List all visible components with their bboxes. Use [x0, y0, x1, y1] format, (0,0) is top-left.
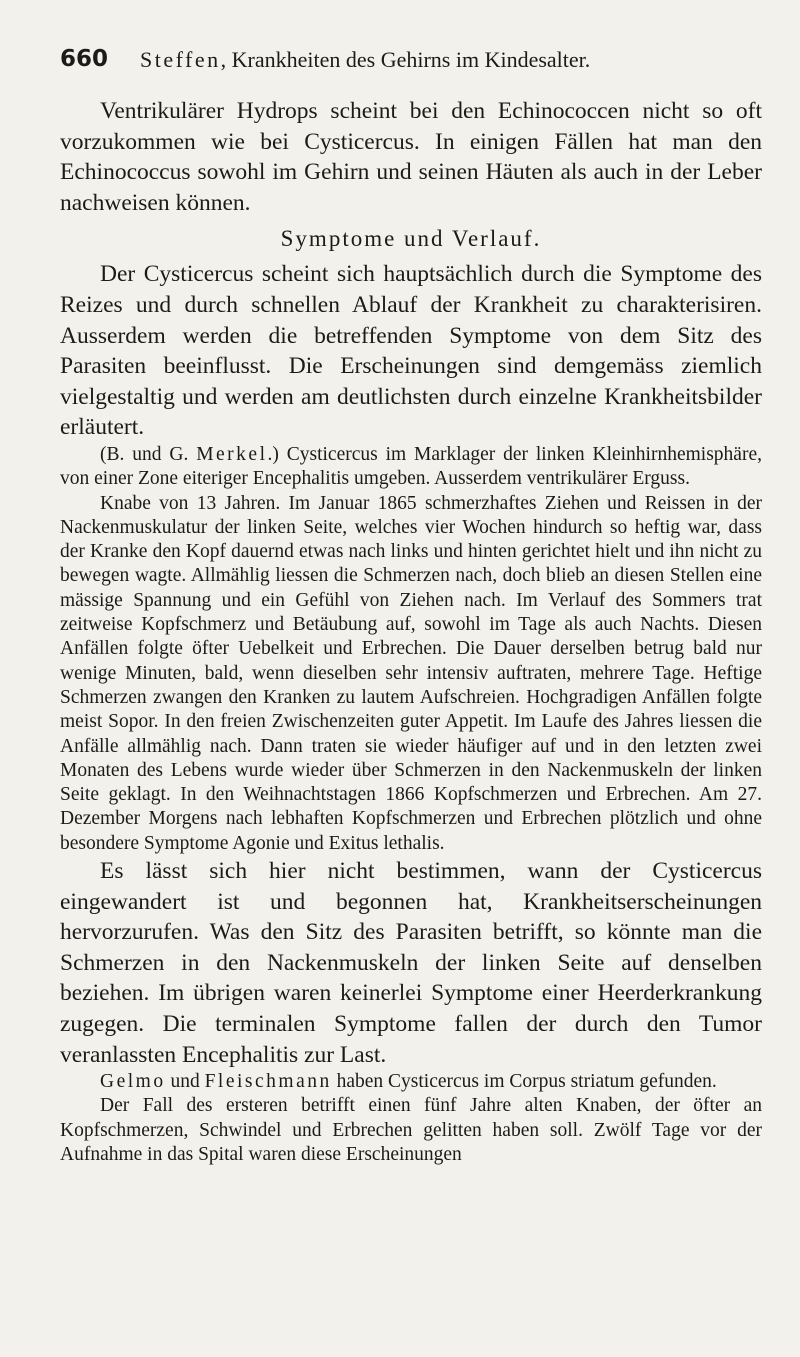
case-title-description: .) Cysticercus im Marklager der linken Kleinhirnhemisphäre, von einer Zone eiteriger Encephalitis umgeben. Ausserdem ventrikulärer Erguss. — [60, 443, 762, 490]
paragraph-discussion: Es lässt sich hier nicht bestimmen, wann der Cysticercus eingewandert ist und begonnen hat, Krankheitserscheinungen hervorzurufen. Was den Sitz des Parasiten betrifft, so könnte man die Schmerzen in den Nackenmuskeln der linken Seite auf denselben beziehen. Im übrigen waren keinerlei Symptome einer Heerderkrankung zugegen. Die terminalen Symptome fallen der durch den Tumor veranlassten Encephalitis zur Last. — [60, 857, 762, 1068]
running-header — [0, 46, 800, 80]
case-title-prefix: (B. und G. — [100, 443, 197, 465]
paragraph-symptoms-intro: Der Cysticercus scheint sich hauptsächlich durch die Symptome des Reizes und durch schnellen Ablauf der Krankheit zu charakterisiren. Ausserdem werden die betreffenden Symptome von dem Sitz des Parasiten beeinflusst. Die Erscheinungen sind demgemäss ziemlich vielgestaltig und werden am deutlichsten durch einzelne Krankheitsbilder erläutert. — [60, 261, 762, 441]
section-heading: Symptome und Verlauf. — [280, 226, 542, 252]
case-title-description-2: haben Cysticercus im Corpus striatum gefunden. — [331, 1071, 717, 1093]
running-title-author: Steffen — [140, 47, 221, 72]
case-title-merkel — [60, 443, 762, 492]
running-title — [140, 47, 590, 73]
case-author-fleischmann: Fleischmann — [204, 1071, 332, 1093]
case-author-gelmo: Gelmo — [100, 1071, 166, 1093]
case-authors-conjunction: und — [165, 1071, 205, 1093]
case-author-merkel: Merkel — [196, 443, 268, 465]
paragraph-hydrops: Ventrikulärer Hydrops scheint bei den Echinococcen nicht so oft vorzukommen wie bei Cysticercus. In einigen Fällen hat man den Echinococcus sowohl im Gehirn und seinen Häuten als auch in der Leber nachweisen können. — [60, 98, 762, 216]
case-report-merkel: Knabe von 13 Jahren. Im Januar 1865 schmerzhaftes Ziehen und Reissen in der Nackenmuskulatur der linken Seite, welches vier Wochen hindurch so heftig war, dass der Kranke den Kopf dauernd etwas nach links und hinten gerichtet hielt und ihn nicht zu bewegen wagte. Allmählig liessen die Schmerzen nach, doch blieb an diesen Stellen eine mässige Spannung und ein Gefühl von Ziehen nach. Im Verlauf des Sommers trat zeitweise Kopfschmerz und Betäubung auf, sowohl im Tage als auch Nachts. Diesen Anfällen folgte öfter Uebelkeit und Erbrechen. Die Dauer derselben betrug bald nur wenige Minuten, bald, wenn dieselben sehr intensiv auftraten, mehrere Tage. Heftige Schmerzen zwangen den Kranken zu lautem Aufschreien. Hochgradigen Anfällen folgte meist Sopor. In den freien Zwischenzeiten guter Appetit. Im Laufe des Jahres liessen die Anfälle allmählig nach. Dann traten sie wieder häufiger auf und in den letzten zwei Monaten des Lebens wurde wieder über Schmerzen in den Nackenmuskeln der linken Seite geklagt. In den Weihnachtstagen 1866 Kopfschmerzen und Erbrechen. Am 27. Dezember Morgens nach lebhaften Kopfschmerzen und Erbrechen plötzlich und ohne besondere Symptome Agonie und Exitus lethalis. — [60, 492, 762, 854]
case-report-gelmo: Der Fall des ersteren betrifft einen fünf Jahre alten Knaben, der öfter an Kopfschmerzen, Schwindel und Erbrechen gelitten haben soll. Zwölf Tage vor der Aufnahme in das Spital waren diese Erscheinungen — [60, 1095, 762, 1166]
page-number: 660 — [60, 46, 109, 72]
page-body — [60, 96, 762, 1167]
running-title-text: , Krankheiten des Gehirns im Kindesalter. — [220, 47, 591, 72]
case-title-gelmo — [60, 1070, 762, 1094]
